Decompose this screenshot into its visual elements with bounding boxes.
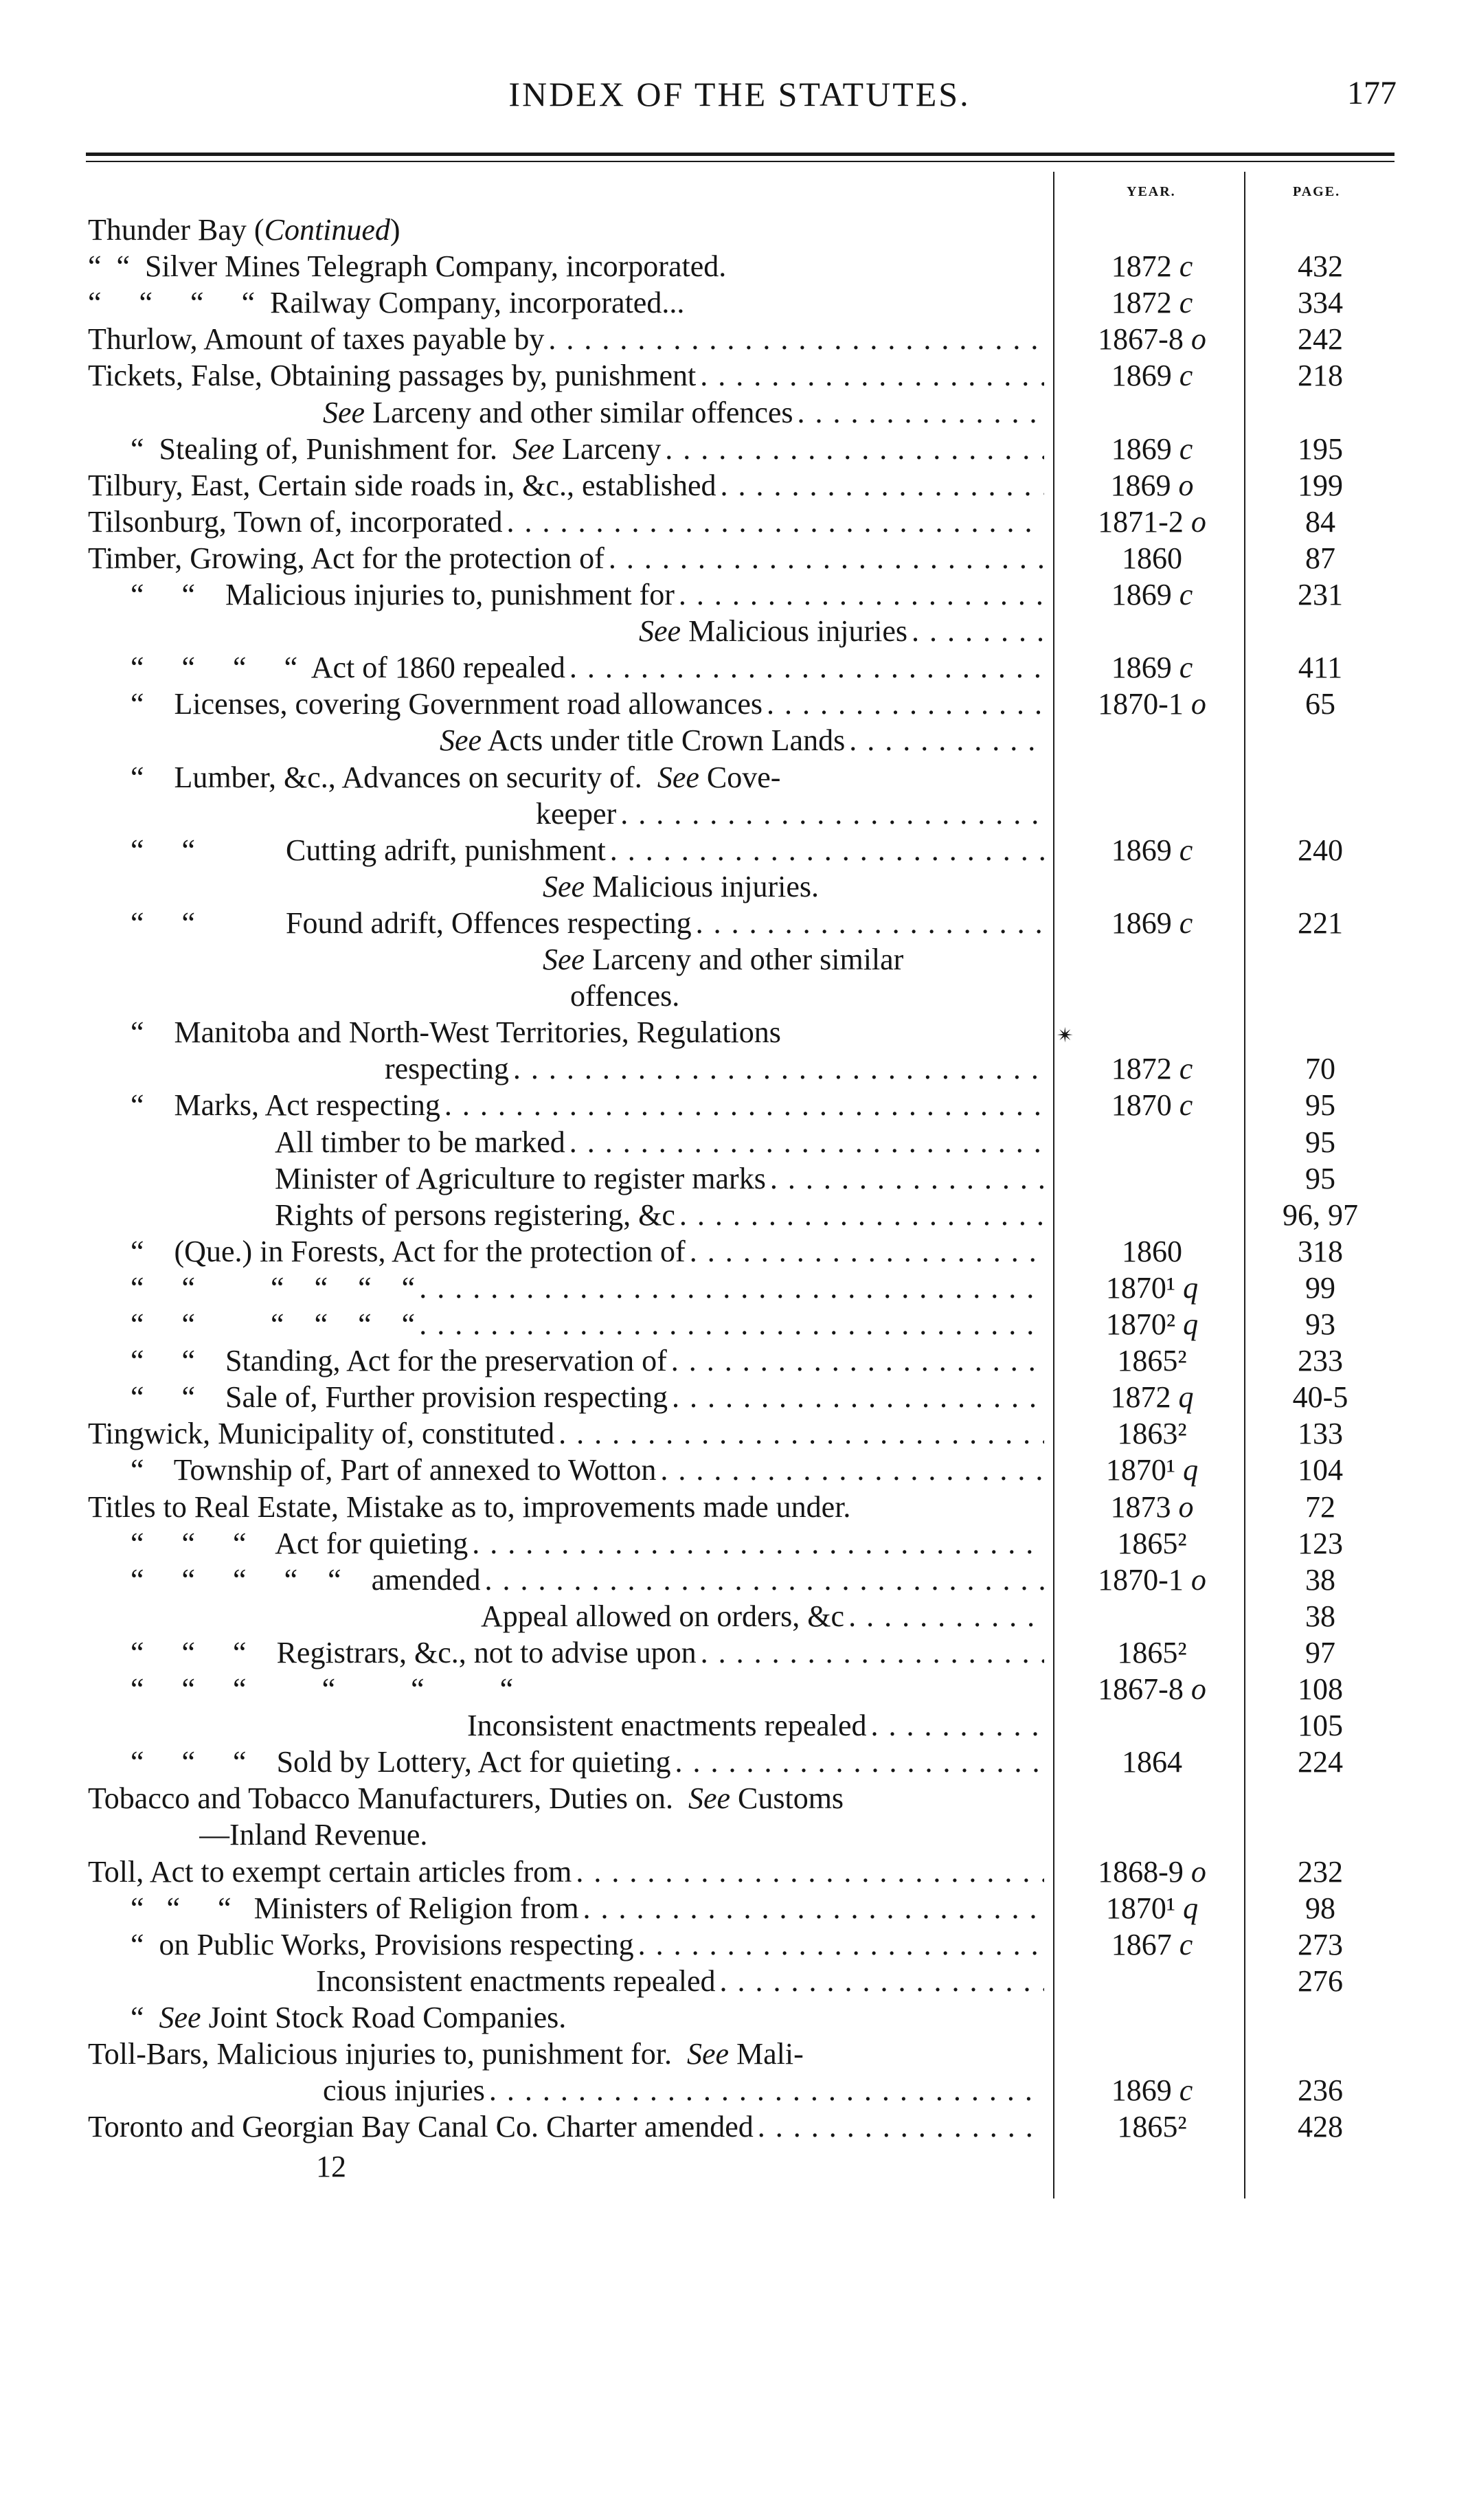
index-line (0, 1999, 1479, 2036)
entry-year: 1867-8 o (1098, 322, 1206, 356)
entry-year: 1870¹ q (1105, 1891, 1199, 1925)
entry-label: —Inland Revenue. (199, 1818, 428, 1852)
entry-text (323, 2072, 1044, 2108)
entry-page: 87 (1305, 541, 1335, 575)
leader-dots (620, 796, 1044, 832)
entry-text (88, 2108, 1044, 2145)
header-rule-thin (86, 161, 1395, 162)
entry-year: 1867-8 o (1098, 1672, 1206, 1706)
entry-text (639, 613, 1044, 649)
leader-dots (767, 686, 1044, 722)
entry-page: 95 (1305, 1088, 1335, 1122)
leader-dots (671, 1342, 1044, 1379)
index-line (0, 1707, 1479, 1744)
leader-dots (419, 1306, 1044, 1342)
index-line (0, 212, 1479, 248)
entry-year: 1863² (1117, 1417, 1187, 1450)
leader-dots (419, 1270, 1044, 1306)
entry-page: 84 (1305, 505, 1335, 539)
entry-label: “ Marks, Act respecting (131, 1088, 440, 1122)
entry-label: “ “ “ Sold by Lottery, Act for quieting (131, 1745, 671, 1779)
entry-text (131, 1014, 1044, 1050)
entry-page: 105 (1298, 1709, 1343, 1742)
leader-dots (638, 1926, 1044, 1963)
entry-label: cious injuries (323, 2073, 485, 2107)
entry-page: 195 (1298, 432, 1343, 466)
entry-page: 38 (1305, 1563, 1335, 1597)
index-line (0, 1744, 1479, 1780)
index-line (0, 576, 1479, 613)
entry-label: Appeal allowed on orders, &c (481, 1599, 845, 1633)
entry-text (88, 284, 1044, 321)
entry-text (275, 1160, 1044, 1197)
entry-text (131, 1562, 1044, 1598)
entry-year: 1869 c (1111, 432, 1193, 466)
entry-text (131, 1744, 1044, 1780)
index-line (0, 1233, 1479, 1270)
entry-page: 432 (1298, 249, 1343, 283)
entry-label: See Acts under title Crown Lands (440, 723, 846, 757)
entry-label: “ “ “ “ Railway Company, incorporated... (88, 286, 685, 319)
leader-dots (696, 905, 1044, 941)
leader-dots (665, 431, 1044, 467)
index-line (0, 722, 1479, 758)
entry-page: 96, 97 (1283, 1198, 1358, 1232)
entry-page: 242 (1298, 322, 1343, 356)
index-line (0, 467, 1479, 504)
entry-label: “ on Public Works, Provisions respecting (131, 1928, 634, 1961)
entry-label: “ “ Sale of, Further provision respecting (131, 1380, 668, 1414)
entry-year: 1860 (1122, 1235, 1182, 1268)
entry-year: 1868-9 o (1098, 1855, 1206, 1889)
entry-text (131, 431, 1044, 467)
entry-label: See Larceny and other similar offences (323, 396, 793, 429)
leader-dots (513, 1050, 1044, 1087)
entry-text (131, 832, 1044, 868)
entry-label: “ (Que.) in Forests, Act for the protection of (131, 1235, 686, 1268)
entry-text (131, 1452, 1044, 1488)
entry-label: respecting (385, 1052, 509, 1085)
index-line (0, 1415, 1479, 1452)
entry-text (316, 1963, 1044, 1999)
entry-year: 1872 c (1111, 249, 1193, 283)
index-line (0, 686, 1479, 722)
entry-text (88, 212, 1044, 248)
entry-year: 1870-1 o (1098, 687, 1206, 721)
index-line (0, 613, 1479, 649)
index-line (0, 1598, 1479, 1634)
entry-page: 99 (1305, 1271, 1335, 1305)
entry-page: 411 (1298, 651, 1343, 684)
leader-dots (444, 1087, 1044, 1123)
entry-label: “ Township of, Part of annexed to Wotton (131, 1453, 657, 1487)
index-line (0, 1489, 1479, 1525)
leader-dots (569, 649, 1044, 686)
entry-page: 273 (1298, 1928, 1343, 1961)
index-line (0, 1926, 1479, 1963)
entry-text (88, 1854, 1044, 1890)
entry-text (88, 248, 1044, 284)
index-line (0, 248, 1479, 284)
entry-year: 1860 (1122, 541, 1182, 575)
entry-text (543, 941, 1044, 978)
entry-label: Rights of persons registering, &c (275, 1198, 675, 1232)
entry-text (543, 868, 1044, 905)
entry-year: 1872 c (1111, 1052, 1193, 1085)
index-line (0, 832, 1479, 868)
page-number: 177 (1347, 75, 1397, 111)
index-line (0, 1634, 1479, 1671)
year-column-header: YEAR. (1127, 184, 1176, 199)
index-line (0, 941, 1479, 978)
entry-year: 1870¹ q (1105, 1453, 1199, 1487)
index-line (0, 1963, 1479, 1999)
entry-text (131, 1270, 1044, 1306)
leader-dots (576, 1854, 1044, 1890)
entry-year: 1864 (1122, 1745, 1182, 1779)
entry-year: 1865² (1117, 1527, 1187, 1560)
leader-dots (548, 321, 1044, 357)
index-line (0, 1306, 1479, 1342)
signature-mark: 12 (316, 2150, 346, 2183)
entry-year: 1865² (1117, 1344, 1187, 1377)
entry-text (88, 504, 1044, 540)
entry-page: 108 (1298, 1672, 1343, 1706)
entry-label: “ “ Cutting adrift, punishment (131, 833, 606, 867)
entry-label: “ “ Standing, Act for the preservation of (131, 1344, 667, 1377)
entry-text (385, 1050, 1044, 1087)
leader-dots (484, 1562, 1044, 1598)
index-line (0, 1671, 1479, 1707)
entry-year: 1870-1 o (1098, 1563, 1206, 1597)
entry-label: “ “ “ Act for quieting (131, 1527, 468, 1560)
entry-label: Tingwick, Municipality of, constituted (88, 1417, 555, 1450)
leader-dots (672, 1379, 1044, 1415)
entry-year: 1870¹ q (1105, 1271, 1199, 1305)
index-line (0, 1124, 1479, 1160)
entry-page: 104 (1298, 1453, 1343, 1487)
entry-text (131, 649, 1044, 686)
entry-text (481, 1598, 1044, 1634)
entry-year: 1870² q (1105, 1307, 1199, 1341)
entry-label: “ “ Found adrift, Offences respecting (131, 906, 692, 940)
entry-label: Toll-Bars, Malicious injuries to, punishment for. See Mali- (88, 2037, 804, 2071)
entry-label: “ “ “ “ “ amended (131, 1563, 481, 1597)
header-rule-thick (86, 153, 1395, 156)
entry-page: 72 (1305, 1490, 1335, 1524)
entry-text (131, 1634, 1044, 1671)
index-line (0, 2072, 1479, 2108)
entry-label: keeper (536, 797, 617, 831)
entry-page: 334 (1298, 286, 1343, 319)
page-column-header: PAGE. (1293, 184, 1341, 199)
entry-year: 1869 o (1110, 469, 1194, 502)
entry-text (88, 540, 1044, 576)
index-line (0, 1854, 1479, 1890)
entry-text (131, 1525, 1044, 1562)
entry-label: See Larceny and other similar (543, 943, 904, 976)
leader-dots (798, 394, 1044, 431)
margin-mark: ✴ (1057, 1024, 1074, 1047)
entry-label: offences. (570, 979, 680, 1013)
entry-page: 231 (1298, 578, 1343, 611)
index-line (0, 1160, 1479, 1197)
entry-label: “ See Joint Stock Road Companies. (131, 2001, 567, 2034)
index-line (0, 540, 1479, 576)
entry-year: 1869 c (1111, 359, 1193, 392)
entry-year: 1865² (1117, 2110, 1187, 2144)
index-line (0, 1014, 1479, 1050)
entry-text (131, 1999, 1044, 2036)
entry-text (88, 1489, 1044, 1525)
entry-text (131, 759, 1044, 796)
entry-label: Inconsistent enactments repealed (467, 1709, 867, 1742)
index-line (0, 1452, 1479, 1488)
leader-dots (675, 1744, 1044, 1780)
entry-text (440, 722, 1044, 758)
entry-text (88, 1415, 1044, 1452)
entry-year: 1871-2 o (1098, 505, 1206, 539)
entry-label: Tobacco and Tobacco Manufacturers, Duties on. See Customs (88, 1781, 844, 1815)
leader-dots (583, 1890, 1044, 1926)
entry-page: 38 (1305, 1599, 1335, 1633)
leader-dots (849, 722, 1044, 758)
entry-text (199, 1816, 1044, 1853)
index-line (0, 1270, 1479, 1306)
entry-label: “ Manitoba and North-West Territories, Regulations (131, 1015, 781, 1049)
entry-page: 236 (1298, 2073, 1343, 2107)
entry-page: 97 (1305, 1636, 1335, 1669)
leader-dots (472, 1525, 1044, 1562)
index-line (0, 1780, 1479, 1816)
entry-label: Tilsonburg, Town of, incorporated (88, 505, 503, 539)
entry-text (323, 394, 1044, 431)
entry-year: 1869 c (1111, 833, 1193, 867)
entry-text (131, 686, 1044, 722)
index-line (0, 978, 1479, 1014)
leader-dots (721, 467, 1044, 504)
entry-text (131, 1671, 1044, 1707)
leader-dots (569, 1124, 1044, 1160)
entry-label: Titles to Real Estate, Mistake as to, improvements made under. (88, 1490, 851, 1524)
index-line (0, 1890, 1479, 1926)
index-line (0, 2108, 1479, 2145)
entry-label: “ Lumber, &c., Advances on security of. See Cove- (131, 761, 781, 794)
entry-year: 1865² (1117, 1636, 1187, 1669)
leader-dots (679, 1197, 1044, 1233)
entry-label: Toll, Act to exempt certain articles from (88, 1855, 572, 1889)
entry-year: 1870 c (1111, 1088, 1193, 1122)
entry-text (536, 796, 1044, 832)
entry-text (275, 1197, 1044, 1233)
entry-label: See Malicious injuries (639, 614, 908, 648)
entry-text (88, 467, 1044, 504)
entry-label: “ “ “ “ “ “ (131, 1271, 416, 1305)
leader-dots (610, 832, 1044, 868)
entry-page: 233 (1298, 1344, 1343, 1377)
index-line (0, 431, 1479, 467)
entry-label: Timber, Growing, Act for the protection of (88, 541, 605, 575)
entry-year: 1867 c (1111, 1928, 1193, 1961)
entry-text (131, 905, 1044, 941)
leader-dots (690, 1233, 1044, 1270)
entry-label: Thurlow, Amount of taxes payable by (88, 322, 545, 356)
index-line (0, 1050, 1479, 1087)
entry-page: 93 (1305, 1307, 1335, 1341)
leader-dots (912, 613, 1044, 649)
entry-page: 232 (1298, 1855, 1343, 1889)
index-line (0, 284, 1479, 321)
entry-label: Thunder Bay (Continued) (88, 213, 400, 247)
entry-page: 318 (1298, 1235, 1343, 1268)
entry-text (131, 1379, 1044, 1415)
entry-page: 95 (1305, 1125, 1335, 1159)
entry-page: 70 (1305, 1052, 1335, 1085)
entry-text (570, 978, 1044, 1014)
entry-text (88, 321, 1044, 357)
leader-dots (679, 576, 1044, 613)
entry-label: All timber to be marked (275, 1125, 565, 1159)
index-line (0, 649, 1479, 686)
page-title: INDEX OF THE STATUTES. (508, 75, 971, 113)
entry-page: 40-5 (1292, 1380, 1348, 1414)
entry-year: 1872 q (1110, 1380, 1194, 1414)
index-line (0, 905, 1479, 941)
index-line (0, 1342, 1479, 1379)
entry-text (131, 1926, 1044, 1963)
entry-text (88, 2036, 1044, 2072)
entry-page: 218 (1298, 359, 1343, 392)
entry-label: “ “ “ “ “ “ (131, 1672, 514, 1706)
index-line (0, 1816, 1479, 1853)
index-line (0, 2036, 1479, 2072)
leader-dots (489, 2072, 1044, 2108)
entry-text (88, 357, 1044, 394)
leader-dots (758, 2108, 1044, 2145)
index-line (0, 394, 1479, 431)
entry-label: “ “ “ Registrars, &c., not to advise upon (131, 1636, 697, 1669)
entry-year: 1869 c (1111, 2073, 1193, 2107)
entry-page: 240 (1298, 833, 1343, 867)
entry-label: See Malicious injuries. (543, 870, 820, 903)
entry-page: 133 (1298, 1417, 1343, 1450)
index-line (0, 1087, 1479, 1123)
entry-label: “ Stealing of, Punishment for. See Larceny (131, 432, 662, 466)
entry-label: “ Licenses, covering Government road allowances (131, 687, 763, 721)
leader-dots (701, 1634, 1044, 1671)
entry-page: 221 (1298, 906, 1343, 940)
entry-text (131, 1890, 1044, 1926)
entry-year: 1873 o (1110, 1490, 1194, 1524)
leader-dots (660, 1452, 1044, 1488)
leader-dots (848, 1598, 1044, 1634)
entry-label: “ “ “ “ Act of 1860 repealed (131, 651, 565, 684)
index-line (0, 1525, 1479, 1562)
entry-text (131, 1306, 1044, 1342)
entry-text (131, 1342, 1044, 1379)
entry-label: Inconsistent enactments repealed (316, 1964, 716, 1998)
entry-label: Tickets, False, Obtaining passages by, punishment (88, 359, 697, 392)
entry-page: 65 (1305, 687, 1335, 721)
index-line (0, 759, 1479, 796)
entry-page: 224 (1298, 1745, 1343, 1779)
leader-dots (770, 1160, 1044, 1197)
entry-page: 428 (1298, 2110, 1343, 2144)
index-line (0, 868, 1479, 905)
entry-page: 276 (1298, 1964, 1343, 1998)
leader-dots (609, 540, 1044, 576)
entry-page: 95 (1305, 1162, 1335, 1195)
entry-year: 1869 c (1111, 651, 1193, 684)
entry-year: 1869 c (1111, 578, 1193, 611)
leader-dots (871, 1707, 1044, 1744)
entry-year: 1869 c (1111, 906, 1193, 940)
entry-label: “ “ “ “ “ “ (131, 1307, 416, 1341)
index-line (0, 1562, 1479, 1598)
entry-text (131, 1233, 1044, 1270)
index-line (0, 1197, 1479, 1233)
entry-text (467, 1707, 1044, 1744)
entry-text (131, 576, 1044, 613)
entry-year: 1872 c (1111, 286, 1193, 319)
index-line (0, 321, 1479, 357)
entry-page: 123 (1298, 1527, 1343, 1560)
entry-text (88, 1780, 1044, 1816)
leader-dots (507, 504, 1044, 540)
index-line (0, 1379, 1479, 1415)
entry-label: “ “ “ Ministers of Religion from (131, 1891, 579, 1925)
entry-page: 98 (1305, 1891, 1335, 1925)
entry-label: Toronto and Georgian Bay Canal Co. Charter amended (88, 2110, 754, 2144)
leader-dots (558, 1415, 1044, 1452)
entry-label: “ “ Silver Mines Telegraph Company, incorporated. (88, 249, 727, 283)
leader-dots (700, 357, 1044, 394)
index-line (0, 357, 1479, 394)
leader-dots (720, 1963, 1044, 1999)
index-line (0, 796, 1479, 832)
index-line (0, 504, 1479, 540)
entry-text (275, 1124, 1044, 1160)
entry-label: “ “ Malicious injuries to, punishment for (131, 578, 675, 611)
entry-page: 199 (1298, 469, 1343, 502)
entry-text (131, 1087, 1044, 1123)
entry-label: Tilbury, East, Certain side roads in, &c., established (88, 469, 716, 502)
entry-label: Minister of Agriculture to register marks (275, 1162, 766, 1195)
